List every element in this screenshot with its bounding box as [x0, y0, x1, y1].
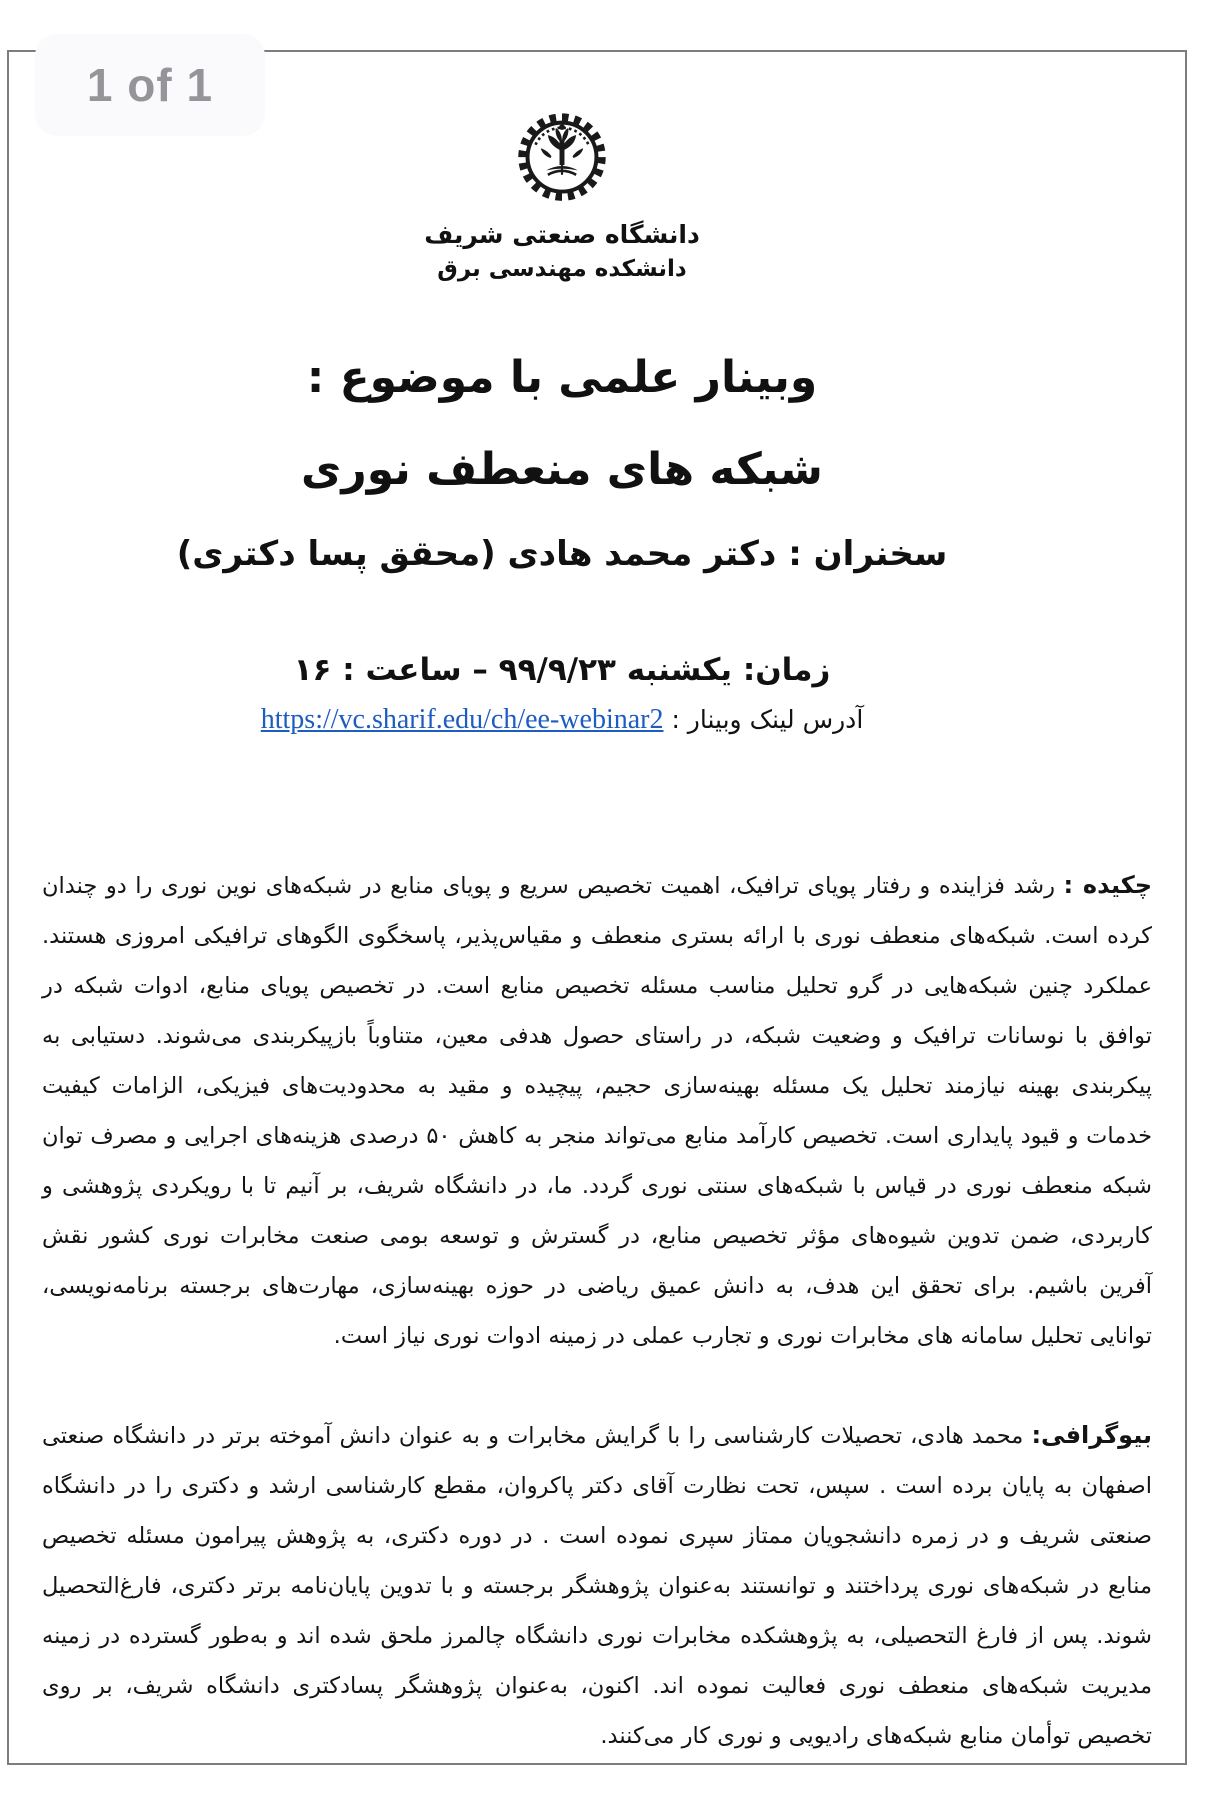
sharif-university-logo-icon [509, 104, 615, 212]
university-name: دانشگاه صنعتی شریف [424, 220, 700, 249]
abstract-paragraph [9, 860, 1185, 1361]
webinar-link[interactable]: https://vc.sharif.edu/ch/ee-webinar2 [260, 704, 664, 735]
biography-label: بیوگرافی: [1031, 1420, 1153, 1449]
biography-paragraph [9, 1410, 1185, 1761]
datetime-line: زمان: یکشنبه ۹۹/۹/۲۳ – ساعت : ۱۶ [293, 652, 831, 688]
page-count-badge: 1 of 1 [35, 34, 265, 136]
abstract-label: چکیده : [1063, 870, 1152, 899]
speaker-line: سخنران : دکتر محمد هادی (محقق پسا دکتری) [176, 534, 948, 574]
biography-text: محمد هادی، تحصیلات کارشناسی را با گرایش مخابرات و به عنوان دانش آموخته برتر در دانشگاه صنعتی اصفهان به پایان برده است . سپس، تحت نظارت آقای دکتر پاکروان، مقطع کارشناسی ارشد و دکتری را در دانشگاه صنعتی شریف و در زمره دانشجویان ممتاز سپری نموده است . در دوره دکتری، به پژوهش پیرامون مسئله تخصیص منابع در شبکه‌های نوری پرداختند و توانستند به‌عنوان پژوهشگر برجسته و با تدوین پایان‌نامه برتر دکتری، فارغ‌التحصیل شوند. پس از فارغ التحصیلی، به پژوهشکده مخابرات نوری دانشگاه چالمرز ملحق شده اند و به‌طور گسترده در زمینه مدیریت شبکه‌های منعطف نوری فعالیت نموده اند. اکنون، به‌عنوان پژوهشگر پسادکتری دانشگاه شریف، بر روی تخصیص توأمان منابع شبکه‌های رادیویی و نوری کار می‌کنند. [42, 1422, 1152, 1749]
faculty-name: دانشکده مهندسی برق [437, 256, 687, 282]
webinar-link-label: آدرس لینک وبینار : [671, 705, 864, 734]
webinar-link-line [9, 704, 1185, 736]
abstract-text: رشد فزاینده و رفتار پویای ترافیک، اهمیت تخصیص سریع و پویای منابع در شبکه‌های نوین نوری را دو چندان کرده است. شبکه‌های منعطف نوری با ارائه بستری منعطف و مقیاس‌پذیر، پاسخگوی الگوهای ترافیکی امروزی هستند. عملکرد چنین شبکه‌هایی در گرو تحلیل مناسب مسئله تخصیص منابع است. در تخصیص پویای منابع، ادوات شبکه در توافق با نوسانات ترافیک و وضعیت شبکه، در راستای حصول هدفی معین، متناوباً بازپیکربندی می‌شوند. دستیابی به پیکربندی بهینه نیازمند تحلیل یک مسئله بهینه‌سازی حجیم، پیچیده و مقید به محدودیت‌های فیزیکی، الزامات کیفیت خدمات و قیود پایداری است. تخصیص کارآمد منابع می‌تواند منجر به کاهش ۵۰ درصدی هزینه‌های اجرایی و مصرف توان شبکه منعطف نوری در قیاس با شبکه‌های سنتی نوری گردد. ما، در دانشگاه شریف، بر آنیم تا با رویکردی پژوهشی و کاربردی، ضمن تدوین شیوه‌های مؤثر تخصیص منابع، در گسترش و توسعه بومی صنعت مخابرات نوری کشور نقش آفرین باشیم. برای تحقق این هدف، به دانش عمیق ریاضی در حوزه بهینه‌سازی، مهارت‌های برجسته برنامه‌نویسی، توانایی تحلیل سامانه های مخابرات نوری و تجارب عملی در زمینه ادوات نوری نیاز است. [42, 872, 1152, 1349]
webinar-title-line1: وبینار علمی با موضوع : [306, 352, 818, 403]
webinar-title-line2: شبکه های منعطف نوری [301, 444, 823, 495]
document-page [7, 50, 1187, 1765]
